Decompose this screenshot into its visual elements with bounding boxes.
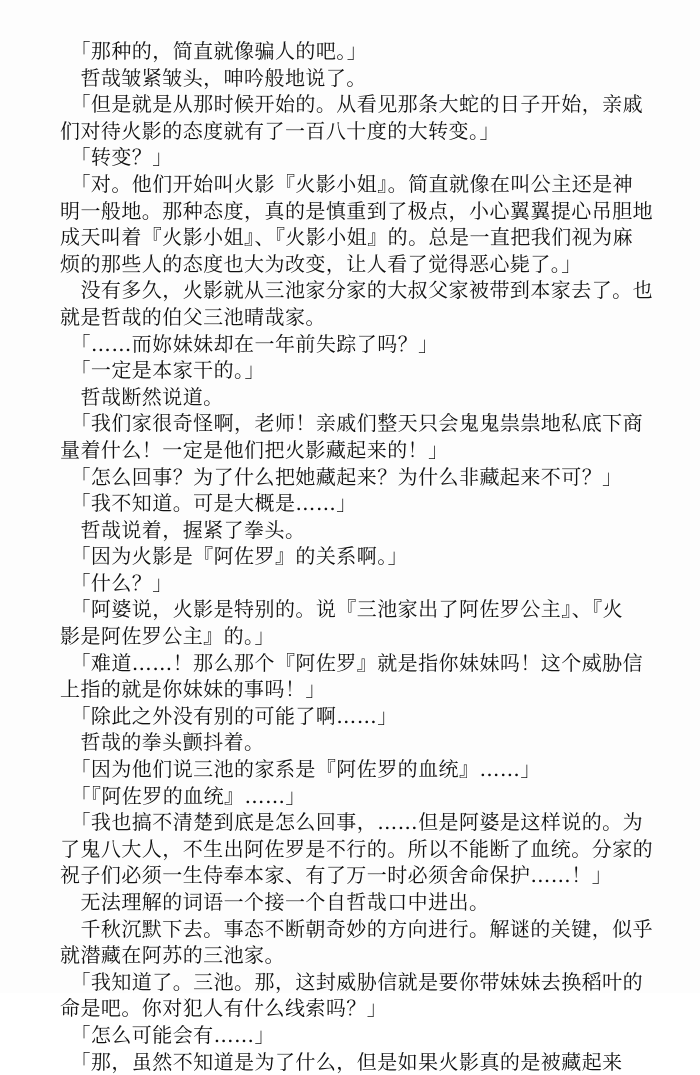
- text-line: 哲哉断然说道。: [60, 384, 224, 409]
- text-line: 「难道……！那么那个『阿佐罗』就是指你妹妹吗！这个威胁信: [60, 650, 644, 675]
- text-line: 「……而妳妹妹却在一年前失踪了吗？」: [60, 331, 439, 356]
- text-line: 就是哲哉的伯父三池晴哉家。: [60, 304, 326, 329]
- text-line: 「阿婆说，火影是特别的。说『三池家出了阿佐罗公主』、『火: [60, 597, 624, 622]
- text-line: 哲哉皱紧皱头，呻吟般地说了。: [60, 65, 367, 90]
- text-line: 了鬼八大人，不生出阿佐罗是不行的。所以不能断了血统。分家的: [60, 836, 654, 861]
- text-line: 量着什么！一定是他们把火影藏起来的！」: [60, 437, 449, 462]
- text-line: 祝子们必须一生侍奉本家、有了万一时必须舍命保护……！」: [60, 863, 613, 888]
- text-line: 无法理解的词语一个接一个自哲哉口中进出。: [60, 890, 490, 914]
- text-line: 烦的那些人的态度也大为改变，让人看了觉得恶心毙了。」: [60, 251, 582, 276]
- text-line: 千秋沉默下去。事态不断朝奇妙的方向进行。解谜的关键，似乎: [60, 916, 654, 941]
- text-line: 「那，虽然不知道是为了什么，但是如果火影真的是被藏起来: [60, 1049, 623, 1074]
- text-line: 「我们家很奇怪啊，老师！亲戚们整天只会鬼鬼祟祟地私底下商: [60, 411, 644, 436]
- text-line: 「转变？」: [60, 145, 173, 170]
- text-line: 「我知道了。三池。那，这封威胁信就是要你带妹妹去换稻叶的: [60, 969, 644, 994]
- text-line: 「什么？」: [60, 570, 173, 595]
- text-line: 「因为火影是『阿佐罗』的关系啊。」: [60, 544, 409, 569]
- text-line: 「对。他们开始叫火影『火影小姐』。简直就像在叫公主还是神: [60, 171, 634, 196]
- text-line: 命是吧。你对犯人有什么线索吗？」: [60, 996, 388, 1021]
- text-line: 哲哉的拳头颤抖着。: [60, 730, 265, 755]
- text-line: 影是阿佐罗公主』的。」: [60, 624, 275, 649]
- text-line: 「『阿佐罗的血统』……」: [60, 783, 306, 808]
- text-line: 「因为他们说三池的家系是『阿佐罗的血统』……」: [60, 757, 541, 782]
- text-line: 们对待火影的态度就有了一百八十度的大转变。」: [60, 118, 500, 143]
- text-line: 「我也搞不清楚到底是怎么回事，……但是阿婆是这样说的。为: [60, 810, 644, 835]
- text-line: 「我不知道。可是大概是……」: [60, 491, 357, 516]
- text-line: 就潜藏在阿苏的三池家。: [60, 943, 285, 968]
- text-line: 成天叫着『火影小姐』、『火影小姐』的。总是一直把我们视为麻: [60, 225, 634, 250]
- text-line: 「但是就是从那时候开始的。从看见那条大蛇的日子开始，亲戚: [60, 92, 644, 117]
- text-line: 「怎么可能会有……」: [60, 1022, 275, 1047]
- text-line: 上指的就是你妹妹的事吗！」: [60, 677, 326, 702]
- text-line: 「一定是本家干的。」: [60, 358, 265, 383]
- text-line: 「那种的，简直就像骗人的吧。」: [60, 39, 368, 63]
- text-line: 哲哉说着，握紧了拳头。: [60, 517, 306, 542]
- text-body: [60, 38, 660, 1075]
- text-line: 「除此之外没有别的可能了啊……」: [60, 703, 398, 728]
- text-line: 「怎么回事？为了什么把她藏起来？为什么非藏起来不可？」: [60, 464, 623, 489]
- text-line: 明一般地。那种态度，真的是慎重到了极点，小心翼翼提心吊胆地: [60, 198, 654, 223]
- text-line: 没有多久，火影就从三池家分家的大叔父家被带到本家去了。也: [60, 278, 654, 303]
